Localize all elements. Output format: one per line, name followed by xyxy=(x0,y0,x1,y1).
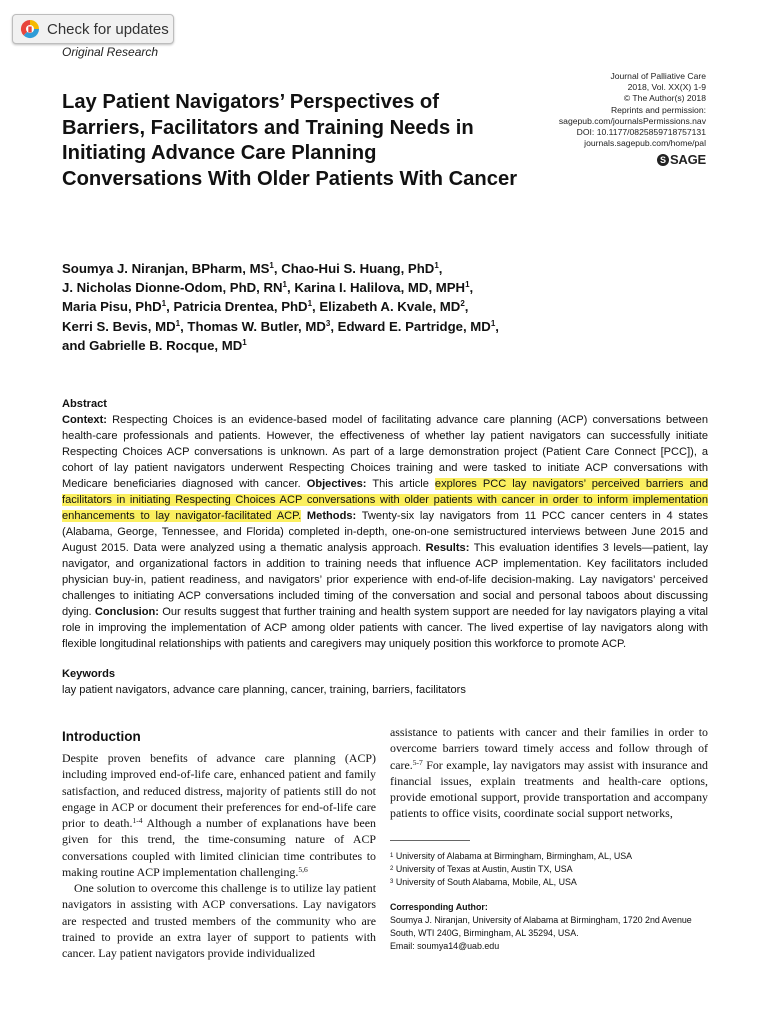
sage-logo-mark: S xyxy=(657,154,669,166)
corresponding-author-address: Soumya J. Niranjan, University of Alabama at Birmingham, 1720 2nd Avenue South, WTI 240G, Birmingham, AL 35294, USA. xyxy=(390,915,692,938)
intro-paragraph-2: One solution to overcome this challenge is to utilize lay patient navigators in assisting with ACP conversations. Lay navigators are respected and trusted members of the community who are trained to provide an extra layer of support to patients with cancer. Lay patient navigators provide individualized xyxy=(62,881,376,960)
abstract-methods-label: Methods: xyxy=(306,510,357,522)
footnote-divider xyxy=(390,840,470,841)
author: and Gabrielle B. Rocque, MD xyxy=(62,337,243,353)
journal-homepage-link[interactable]: journals.sagepub.com/home/pal xyxy=(584,138,706,149)
author-affiliation-ref: 1 xyxy=(269,261,274,270)
author: Thomas W. Butler, MD xyxy=(187,318,326,334)
abstract-body xyxy=(62,412,708,652)
author-list: Soumya J. Niranjan, BPharm, $MS^1$, Chao-Hui S. Huang, PhD$^1$, J. Nicholas Dionne-Odom, PhD, $RN^1$, Karina I. Halilova, MD, MPH$^1$, Maria Pisu, PhD$^1$, Patricia Drentea, PhD$^1$, Elizabeth A. Kvale, $MD^2$, Kerri S. Bevis, $MD^1$, Thomas W. Butler, $MD^3$, Edward E. Partridge, $MD^1$, and Gabrielle B. Rocque, $MD^1$ xyxy=(62,261,499,353)
author-affiliation-ref: 1 xyxy=(175,318,181,328)
journal-copyright: © The Author(s) 2018 xyxy=(623,93,706,104)
affiliation-text: University of Alabama at Birmingham, Birmingham, AL, USA xyxy=(395,851,633,861)
intro-text: Despite proven benefits of advance care planning (ACP) including improved end-of-life care, enhanced patient and family satisfaction, and reduced distress, majority of patients still do not engage in ACP or document their preferences for end-of-life care prior to death. xyxy=(62,751,376,830)
sage-logo xyxy=(657,152,706,167)
author-affiliation-ref: 1 xyxy=(465,280,470,290)
author: Elizabeth A. Kvale, MD xyxy=(319,299,461,315)
author-affiliation-ref: 1 xyxy=(242,337,247,347)
citation-ref[interactable]: 5,6 xyxy=(298,864,308,874)
author-affiliation-ref: 3 xyxy=(325,318,331,328)
intro-paragraph-3 xyxy=(390,724,708,822)
affiliation-number: 3 xyxy=(390,879,394,885)
author-affiliation-ref: 1 xyxy=(490,318,496,328)
affiliation-item xyxy=(390,863,708,876)
author: Edward E. Partridge, MD xyxy=(337,318,491,334)
author-affiliation-ref: 1 xyxy=(434,261,439,270)
abstract-context: Respecting Choices is an evidence-based model of facilitating advance care planning (ACP) conversations between health-care professionals and patients. However, the effectiveness of whether lay patient navigators can successfully initiate Respecting Choices ACP conversations is unknown. As part of a large demonstration project (Patient Care Connect [PCC]), a cohort of lay patient navigators underwent Respecting Choices training and were tasked to initiate ACP conversations with Medicare beneficiaries diagnosed with cancer. xyxy=(62,414,708,490)
abstract-conclusion: Our results suggest that further training and health system support are needed for lay navigators playing a vital role in improving the implementation of ACP among older patients with cancer. The lived expertise of lay navigators along with flexible longitudinal relationships with patients and caregivers may uniquely position this workforce to promote ACP. xyxy=(62,606,708,650)
affiliations xyxy=(390,850,708,889)
affiliation-item xyxy=(390,876,708,889)
article-title: Lay Patient Navigators’ Perspectives of Barriers, Facilitators and Training Needs in Initiating Advance Care Planning Conversations With Older Patients With Cancer xyxy=(62,91,518,190)
journal-reprints: Reprints and permission: xyxy=(610,104,706,115)
author: Karina I. Halilova, MD, MPH xyxy=(294,280,466,296)
abstract-results-label: Results: xyxy=(425,542,470,554)
author: J. Nicholas Dionne-Odom, PhD, RN xyxy=(62,280,283,296)
sage-logo-text: SAGE xyxy=(669,152,706,167)
affiliation-text: University of Texas at Austin, Austin TX, USA xyxy=(395,864,573,874)
abstract-results: This evaluation identifies 3 levels—patient, lay navigator, and organizational factors in addition to training needs that influence ACP implementation. Key facilitators included physician buy-in, patient readiness, and navigators’ prior experience with end-of-life decision-making. Lay navigators’ perceived challenges to initiating ACP conversations included timing of the conversation and social and personal taboos about discussing dying. xyxy=(62,542,709,618)
intro-paragraph-1 xyxy=(62,750,376,880)
section-label: Original Research xyxy=(62,45,159,59)
abstract-objectives-label: Objectives: xyxy=(306,478,367,490)
affiliation-item xyxy=(390,850,708,863)
abstract-conclusion-label: Conclusion: xyxy=(94,606,159,618)
intro-text: For example, lay navigators may assist with insurance and financial issues, explain treatments and health-care options, provide emotional support, provide transportation and accompany patients to office visits, coordinate social support networks, xyxy=(390,757,708,821)
abstract-context-label: Context: xyxy=(62,414,107,426)
keywords-heading: Keywords xyxy=(62,668,116,680)
highlighted-objectives: explores PCC lay navigators’ perceived barriers and facilitators in initiating Respecting Choices ACP conversations with older patients with cancer in order to inform implementation enhancements to lay navigator-facilitated ACP. xyxy=(62,478,708,522)
keywords-text: lay patient navigators, advance care planning, cancer, training, barriers, facilitators xyxy=(62,684,466,696)
journal-doi[interactable]: DOI: 10.1177/0825859718757131 xyxy=(576,127,706,138)
intro-text: assistance to patients with cancer and their families in order to overcome barriers toward timely access and follow through of care. xyxy=(390,725,708,772)
journal-volume: 2018, Vol. XX(X) 1-9 xyxy=(627,82,706,93)
intro-text: Although a number of explanations have been given for this trend, the time-consuming nature of ACP conversations coupled with limited clinician time contributes to making routine ACP implementation challenging. xyxy=(62,816,376,879)
journal-permissions-link[interactable]: sagepub.com/journalsPermissions.nav xyxy=(558,115,706,126)
author-affiliation-ref: 2 xyxy=(460,299,465,309)
body-column-right xyxy=(390,724,708,822)
affiliation-number: 2 xyxy=(390,866,394,872)
author: Chao-Hui S. Huang, PhD xyxy=(281,261,435,276)
check-for-updates-button[interactable] xyxy=(12,14,174,44)
citation-ref[interactable]: 5-7 xyxy=(412,757,423,767)
corresponding-author xyxy=(390,901,708,953)
introduction-heading: Introduction xyxy=(62,729,141,744)
author: Patricia Drentea, PhD xyxy=(173,299,308,315)
affiliation-text: University of South Alabama, Mobile, AL, USA xyxy=(395,877,577,887)
body-column-left xyxy=(62,750,376,961)
author-affiliation-ref: 1 xyxy=(161,299,167,309)
author-affiliation-ref: 1 xyxy=(307,299,313,309)
author-affiliation-ref: 1 xyxy=(282,280,287,290)
check-for-updates-label: Check for updates xyxy=(47,20,169,38)
author: Maria Pisu, PhD xyxy=(62,299,162,315)
abstract-objectives-intro: This article xyxy=(366,478,435,490)
abstract-heading: Abstract xyxy=(62,398,108,410)
keywords xyxy=(62,666,708,698)
corresponding-author-heading: Corresponding Author: xyxy=(390,902,488,912)
abstract-methods: Twenty-six lay navigators from 11 PCC cancer centers in 4 states (Alabama, George, Tennessee, and Florida) completed in-depth, one-on-one semistructured interviews between June 2015 and August 2015. Data were analyzed using a thematic analysis approach. xyxy=(62,510,708,554)
author: Soumya J. Niranjan, BPharm, MS xyxy=(62,261,270,276)
abstract xyxy=(62,396,708,652)
journal-name: Journal of Palliative Care xyxy=(610,71,706,81)
author: Kerri S. Bevis, MD xyxy=(62,318,176,334)
citation-ref[interactable]: 1-4 xyxy=(132,816,143,825)
corresponding-author-email[interactable]: Email: soumya14@uab.edu xyxy=(390,941,500,951)
affiliation-number: 1 xyxy=(390,853,394,859)
crossmark-icon xyxy=(20,19,40,39)
